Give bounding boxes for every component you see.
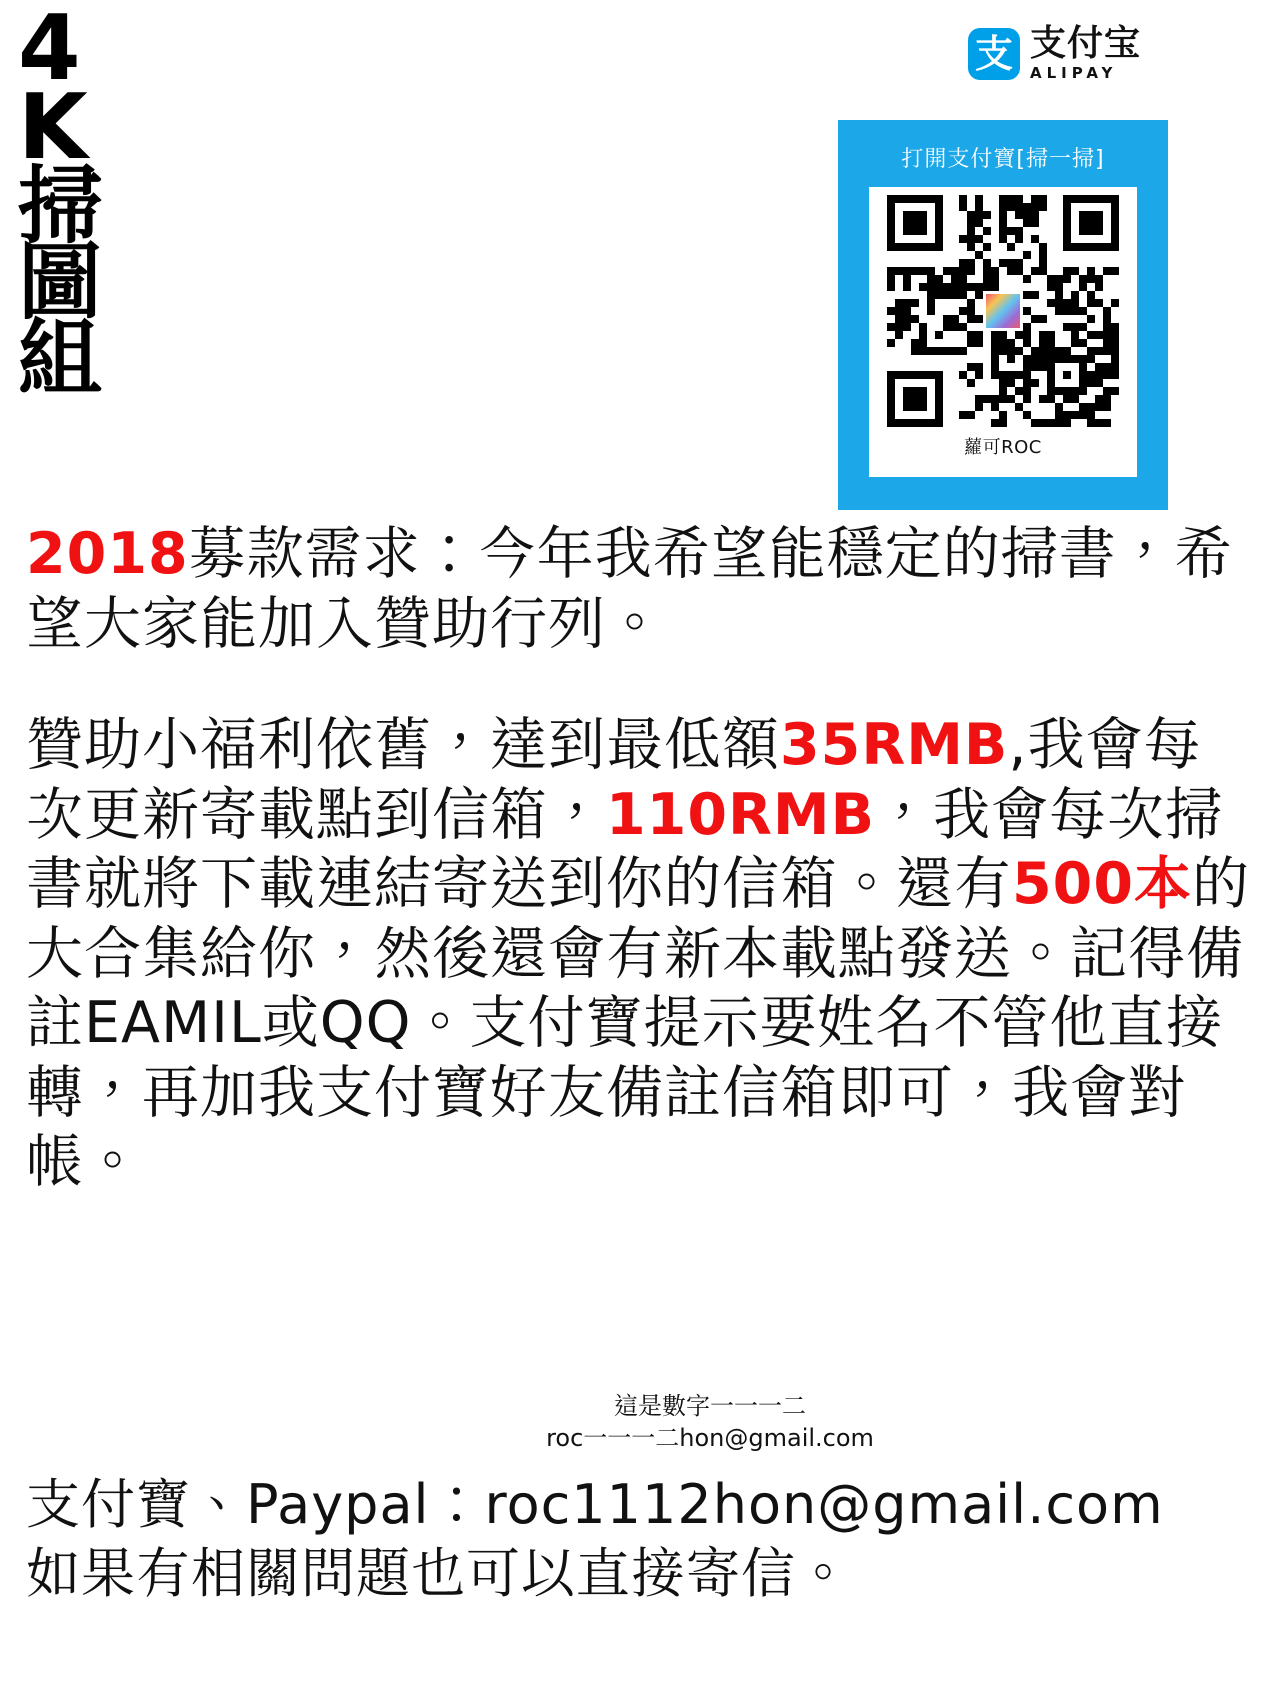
price-35-highlight: 35RMB	[780, 712, 1009, 779]
footer-note: 如果有相關問題也可以直接寄信。	[26, 1542, 851, 1606]
paragraph-2	[26, 711, 1256, 1198]
paragraph-gap	[26, 659, 1256, 711]
paragraph-2-seg-2: ,我會每次更新寄載點到信箱，	[26, 712, 1202, 848]
poster-title-char-1: K	[18, 74, 86, 180]
footer-contact	[26, 1470, 1256, 1608]
poster-title-char-4: 組	[18, 309, 101, 408]
body-text	[26, 520, 1256, 1198]
qr-card-title: 打開支付寶[掃一掃]	[901, 147, 1105, 172]
alipay-name-en: ALIPAY	[1030, 64, 1118, 82]
alipay-qr-card	[838, 120, 1168, 510]
footer-payment-email: 支付寶、Paypal：roc1112hon@gmail.com	[26, 1473, 1164, 1536]
poster-title-char-3: 圖	[18, 233, 101, 332]
alipay-wordmark	[1030, 23, 1142, 82]
year-highlight: 2018	[26, 521, 189, 587]
paragraph-1-rest: 募款需求：今年我希望能穩定的掃書，希望大家能加入贊助行列。	[26, 521, 1233, 657]
qr-account-name: 蘿可ROC	[964, 437, 1042, 458]
paragraph-1	[26, 520, 1256, 659]
price-110-highlight: 110RMB	[606, 781, 876, 848]
qr-code-image[interactable]	[887, 195, 1119, 427]
annotation-line-2: roc一一一二hon@gmail.com	[546, 1424, 874, 1453]
qr-code-panel	[869, 187, 1137, 477]
alipay-logo	[968, 23, 1142, 82]
paragraph-2-seg-3: ，我會每次掃書就將下載連結寄送到你的信箱。還有	[26, 781, 1224, 918]
annotation-line-1: 這是數字一一一二	[614, 1392, 806, 1420]
alipay-name-cn: 支付宝	[1030, 23, 1142, 64]
poster-title-char-0: 4	[18, 0, 79, 101]
alipay-mark-icon: 支	[968, 28, 1020, 80]
qr-center-logo-icon	[983, 291, 1023, 331]
poster-title	[18, 0, 138, 408]
count-500-highlight: 500本	[1012, 851, 1192, 918]
paragraph-2-seg-4: 的大合集給你，然後還會有新本載點發送。記得備註EAMIL或QQ。支付寶提示要姓名不管他直接轉，再加我支付寶好友備註信箱即可，我會對帳。	[26, 851, 1250, 1196]
email-annotation	[500, 1390, 920, 1455]
poster-title-char-2: 掃	[18, 156, 101, 255]
paragraph-2-seg-1: 贊助小福利依舊，達到最低額	[26, 712, 780, 779]
